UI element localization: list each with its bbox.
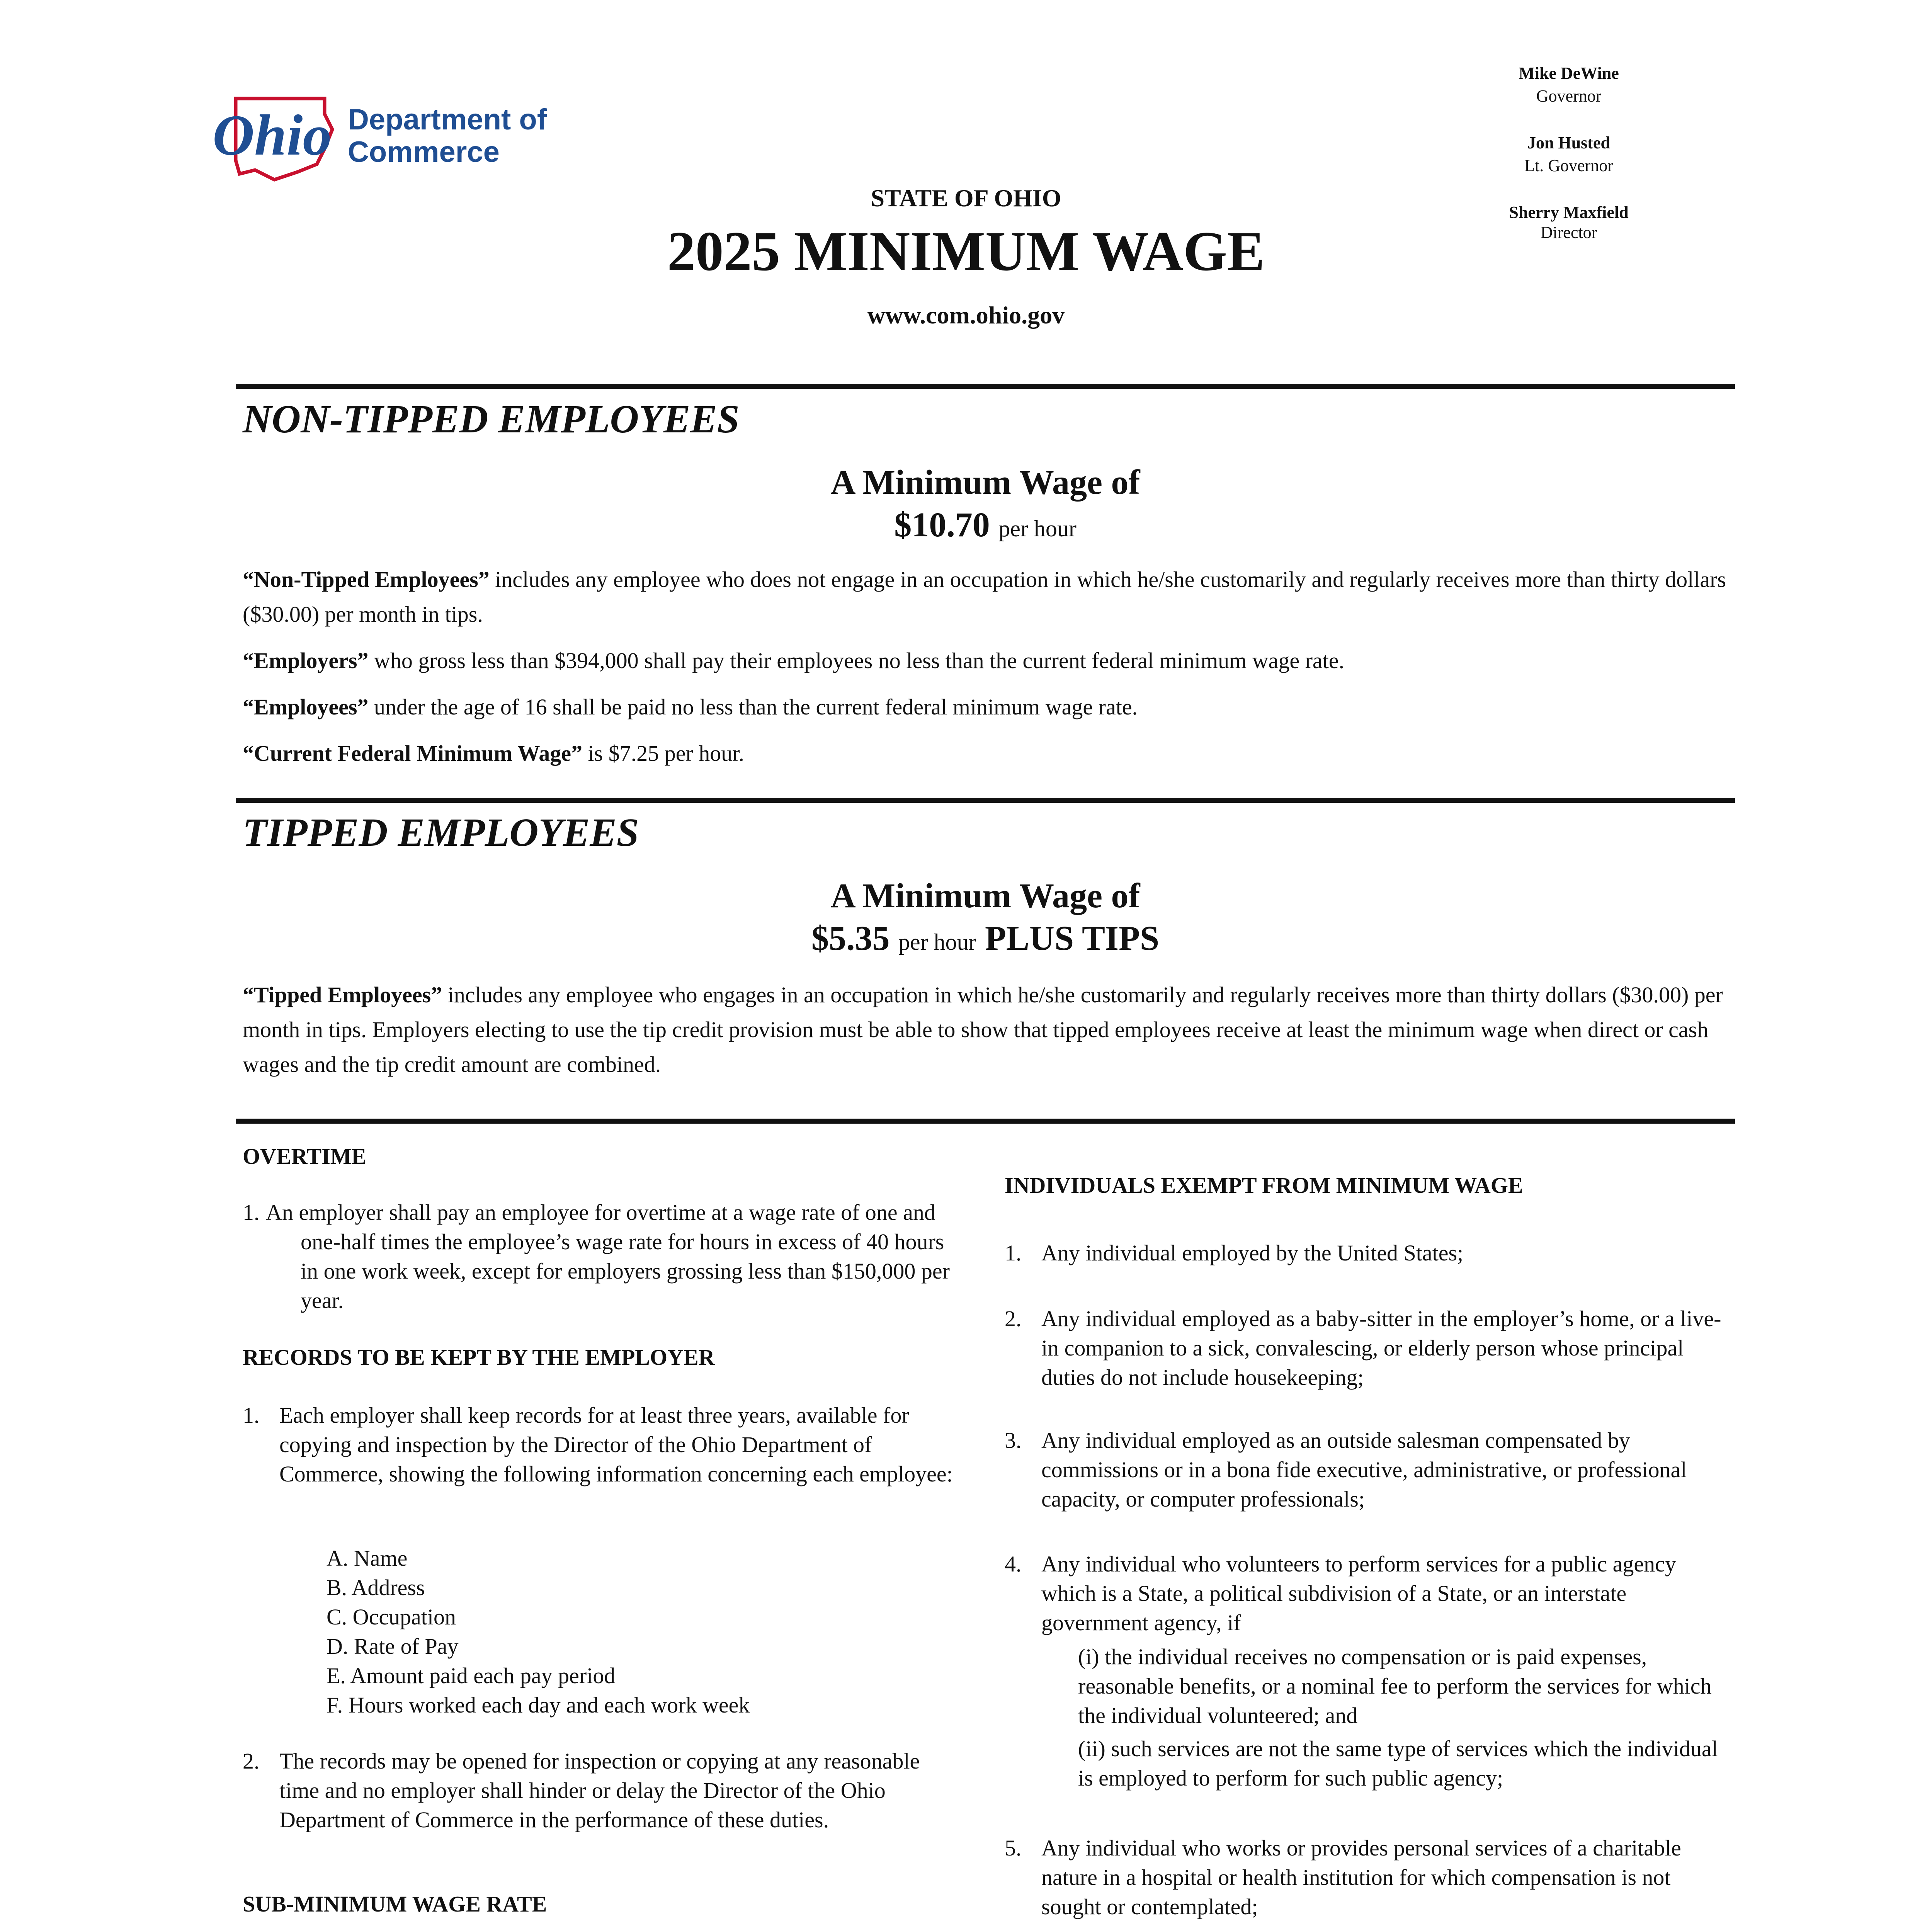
ohio-logo-mark xyxy=(209,83,340,184)
record-field: D. Rate of Pay xyxy=(327,1634,459,1659)
section-divider xyxy=(236,1119,1735,1124)
record-field: E. Amount paid each pay period xyxy=(327,1663,616,1688)
item-number: 1. xyxy=(1005,1240,1022,1265)
section-divider xyxy=(236,798,1735,803)
record-fields-list xyxy=(327,1544,945,1720)
exempt-item-2 xyxy=(1005,1304,1723,1397)
exempt-item-5 xyxy=(1005,1833,1723,1926)
item-text: Any individual employed by the United States; xyxy=(1041,1240,1464,1265)
official-name: Sherry Maxfield xyxy=(1509,203,1629,222)
officials-list xyxy=(1468,62,1669,265)
tipped-wage-heading: A Minimum Wage of xyxy=(830,877,1140,915)
definition-term: “Employees” xyxy=(243,694,369,719)
item-number: 1. xyxy=(243,1200,260,1225)
record-field: F. Hours worked each day and each work week xyxy=(327,1692,750,1718)
official-director xyxy=(1468,201,1669,241)
page-title: 2025 MINIMUM WAGE xyxy=(667,220,1265,282)
department-line1: Department of xyxy=(348,103,547,136)
item-text: Any individual employed as a baby-sitter in the employer’s home, or a live-in companion to a sick, convalescing, or elderly person whose principal duties do not include housekeeping; xyxy=(1041,1306,1721,1390)
non-tipped-wage-heading: A Minimum Wage of xyxy=(830,463,1140,502)
exempt-heading: INDIVIDUALS EXEMPT FROM MINIMUM WAGE xyxy=(1005,1173,1523,1198)
tipped-unit: per hour xyxy=(898,929,976,955)
definition-employees xyxy=(243,690,1734,724)
item-text xyxy=(266,1198,961,1315)
tipped-title: TIPPED EMPLOYEES xyxy=(243,810,639,855)
records-item-1 xyxy=(243,1401,961,1524)
definition-term: “Non-Tipped Employees” xyxy=(243,567,490,592)
non-tipped-unit: per hour xyxy=(998,516,1077,541)
official-name: Jon Husted xyxy=(1527,133,1610,152)
overtime-heading: OVERTIME xyxy=(243,1144,367,1169)
item-number: 2. xyxy=(243,1748,260,1774)
tipped-suffix: PLUS TIPS xyxy=(985,919,1160,957)
item-number: 4. xyxy=(1005,1551,1022,1577)
exempt-subitem: (i) the individual receives no compensation or is paid expenses, reasonable benefits, or a nominal fee to perform the services for which the individual volunteered; and xyxy=(1078,1644,1712,1728)
exempt-item-3 xyxy=(1005,1426,1723,1519)
item-text: Each employer shall keep records for at least three years, available for copying and inspection by the Director of the Ohio Department of Commerce, showing the following information concerning each employee: xyxy=(279,1403,953,1486)
definition-term: “Current Federal Minimum Wage” xyxy=(243,741,583,766)
official-governor xyxy=(1468,62,1669,107)
official-role: Lt. Governor xyxy=(1524,156,1613,175)
definition-term: “Employers” xyxy=(243,648,369,673)
exempt-item-4 xyxy=(1005,1549,1723,1642)
item-number: 2. xyxy=(1005,1306,1022,1331)
non-tipped-wage-amount xyxy=(236,504,1735,549)
record-field: B. Address xyxy=(327,1575,425,1600)
definition-term: “Tipped Employees” xyxy=(243,982,442,1007)
state-heading: STATE OF OHIO xyxy=(871,184,1061,212)
exempt-subitems xyxy=(1078,1642,1727,1793)
definition-text: who gross less than $394,000 shall pay their employees no less than the current federal minimum wage rate. xyxy=(368,648,1345,673)
official-lt-governor xyxy=(1468,131,1669,177)
overtime-item xyxy=(243,1198,961,1321)
record-field: A. Name xyxy=(327,1546,408,1571)
item-text: Any individual who works or provides personal services of a charitable nature in a hospital or health institution for which compensation is not sought or contemplated; xyxy=(1041,1835,1681,1919)
exempt-item-1 xyxy=(1005,1238,1723,1273)
definition-text: includes any employee who engages in an occupation in which he/she customarily and regularly receives more than thirty dollars ($30.00) per month in tips. Employers electing to use the tip credit provision must be able to show that tipped employees receive at least the minimum wage when direct or cash wages and the tip credit amount are combined. xyxy=(243,982,1723,1077)
item-text: The records may be opened for inspection or copying at any reasonable time and no employer shall hinder or delay the Director of the Ohio Department of Commerce in the performance of these duties. xyxy=(279,1748,920,1832)
item-text: Any individual who volunteers to perform services for a public agency which is a State, a political subdivision of a State, or an interstate government agency, if xyxy=(1041,1551,1676,1635)
definition-text: includes any employee who does not engage in an occupation in which he/she customarily and regularly receives more than thirty dollars ($30.00) per month in tips. xyxy=(243,567,1726,627)
item-number: 5. xyxy=(1005,1835,1022,1861)
definition-tipped xyxy=(243,978,1734,1082)
subminimum-heading: SUB-MINIMUM WAGE RATE xyxy=(243,1891,547,1917)
tipped-wage-amount xyxy=(236,918,1735,963)
website-link[interactable]: www.com.ohio.gov xyxy=(867,301,1065,329)
official-role: Governor xyxy=(1536,87,1602,105)
item-number: 1. xyxy=(243,1403,260,1428)
definition-employers xyxy=(243,643,1734,678)
non-tipped-title: NON-TIPPED EMPLOYEES xyxy=(243,397,740,441)
exempt-subitem: (ii) such services are not the same type of services which the individual is employed to perform for such public agency; xyxy=(1078,1736,1718,1791)
records-item-2 xyxy=(243,1747,961,1870)
tipped-amount: $5.35 xyxy=(811,919,890,957)
record-field: C. Occupation xyxy=(327,1604,456,1629)
definition-federal-minimum xyxy=(243,736,1734,771)
department-name xyxy=(348,104,547,168)
overtime-text: An employer shall pay an employee for overtime at a wage rate of one and one-half times the employee’s wage rate for hours in excess of 40 hours in one work week, except for employers grossing less than $150,000 per year. xyxy=(266,1200,950,1313)
item-text: Any individual employed as an outside salesman compensated by commissions or in a bona fide executive, administrative, or professional capacity, or computer professionals; xyxy=(1041,1428,1687,1512)
definition-text: under the age of 16 shall be paid no less than the current federal minimum wage rate. xyxy=(368,694,1138,719)
non-tipped-amount: $10.70 xyxy=(894,506,990,544)
records-heading: RECORDS TO BE KEPT BY THE EMPLOYER xyxy=(243,1345,715,1370)
item-number: 3. xyxy=(1005,1428,1022,1453)
definition-non-tipped xyxy=(243,562,1734,632)
department-line2: Commerce xyxy=(348,136,500,168)
official-name: Mike DeWine xyxy=(1519,64,1619,83)
section-divider xyxy=(236,384,1735,389)
logo-wordmark: Ohio xyxy=(213,103,332,167)
definition-text: is $7.25 per hour. xyxy=(582,741,744,766)
official-role: Director xyxy=(1540,223,1597,242)
